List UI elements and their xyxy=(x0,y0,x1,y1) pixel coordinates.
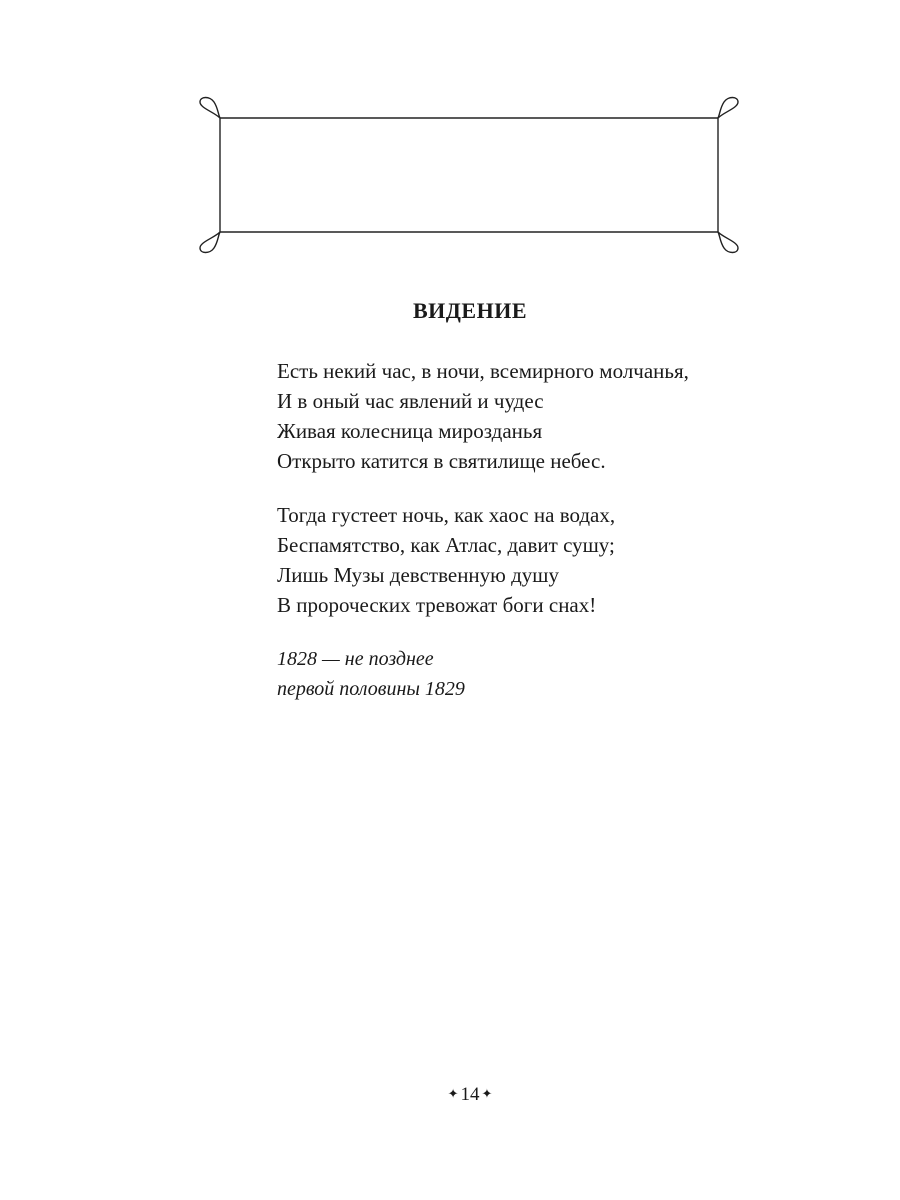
poem-title: ВИДЕНИЕ xyxy=(413,298,527,323)
date-line: 1828 — не позднее xyxy=(277,648,434,670)
poem-line: Тогда густеет ночь, как хаос на водах, xyxy=(277,503,616,527)
page-number: 14 xyxy=(460,1084,480,1105)
poem-line: Беспамятство, как Атлас, давит сушу; xyxy=(277,533,615,557)
stanza xyxy=(277,356,689,476)
stanza xyxy=(277,500,689,620)
ornament-star-icon: ✦ xyxy=(481,1086,493,1101)
decorative-title-frame xyxy=(196,94,742,256)
poem-line: Открыто катится в святилище небес. xyxy=(277,449,606,473)
poem-line: В пророческих тревожат боги снах! xyxy=(277,593,597,617)
poem-line: Есть некий час, в ночи, всемирного молчанья, xyxy=(277,359,689,383)
page-footer xyxy=(0,1080,900,1109)
scroll-frame-icon xyxy=(196,94,742,256)
poem-line: Живая колесница мирозданья xyxy=(277,419,543,443)
date-line: первой половины 1829 xyxy=(277,678,465,700)
poem-line: И в оный час явлений и чудес xyxy=(277,389,544,413)
poem-body xyxy=(277,356,689,704)
poem-line: Лишь Музы девственную душу xyxy=(277,563,559,587)
ornament-star-icon: ✦ xyxy=(447,1086,459,1101)
poem-date xyxy=(277,644,689,704)
